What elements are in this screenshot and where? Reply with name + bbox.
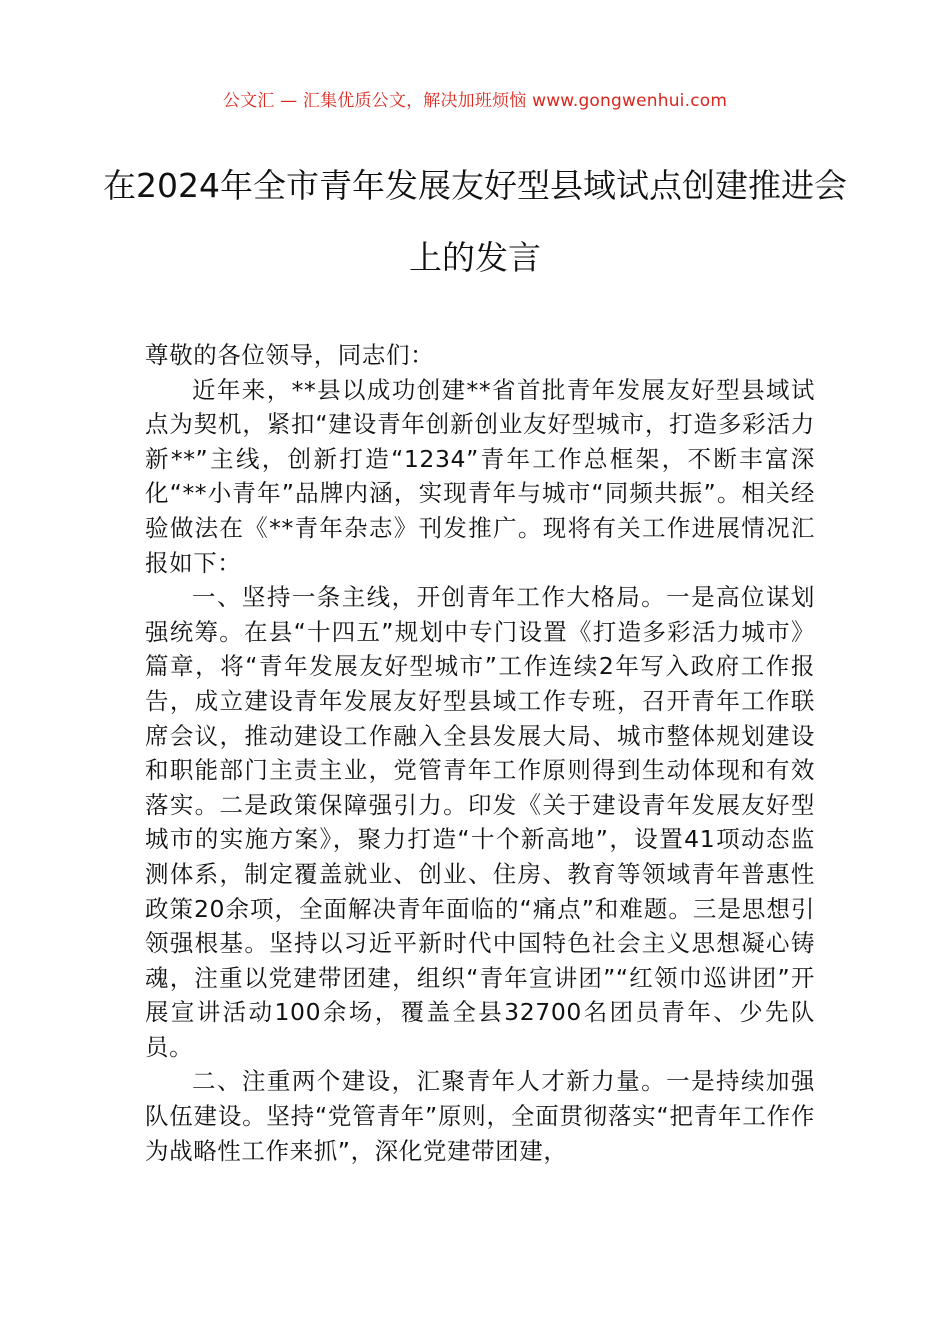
document-title: 在2024年全市青年发展友好型县域试点创建推进会上的发言 (103, 166, 847, 277)
paragraph-section-two: 二、注重两个建设，汇聚青年人才新力量。一是持续加强队伍建设。坚持“党管青年”原则，全面贯彻落实“把青年工作作为战略性工作来抓”，深化党建带团建， (145, 1067, 815, 1165)
document-body (145, 338, 815, 1168)
watermark-header: 公文汇 — 汇集优质公文，解决加班烦恼 www.gongwenhui.com (222, 91, 728, 111)
paragraph-section-one: 一、坚持一条主线，开创青年工作大格局。一是高位谋划强统筹。在县“十四五”规划中专门设置《打造多彩活力城市》篇章，将“青年发展友好型城市”工作连续2年写入政府工作报告，成立建设青年发展友好型县域工作专班，召开青年工作联席会议，推动建设工作融入全县发展大局、城市整体规划建设和职能部门主责主业，党管青年工作原则得到生动体现和有效落实。二是政策保障强引力。印发《关于建设青年发展友好型城市的实施方案》，聚力打造“十个新高地”，设置41项动态监测体系，制定覆盖就业、创业、住房、教育等领域青年普惠性政策20余项，全面解决青年面临的“痛点”和难题。三是思想引领强根基。坚持以习近平新时代中国特色社会主义思想凝心铸魂，注重以党建带团建，组织“青年宣讲团”“红领巾巡讲团”开展宣讲活动100余场，覆盖全县32700名团员青年、少先队员。 (145, 583, 815, 1061)
paragraph-intro: 近年来，**县以成功创建**省首批青年发展友好型县域试点为契机，紧扣“建设青年创新创业友好型城市，打造多彩活力新**”主线，创新打造“1234”青年工作总框架，不断丰富深化“**小青年”品牌内涵，实现青年与城市“同频共振”。相关经验做法在《**青年杂志》刊发推广。现将有关工作进展情况汇报如下： (145, 375, 815, 577)
salutation: 尊敬的各位领导，同志们： (145, 341, 435, 369)
